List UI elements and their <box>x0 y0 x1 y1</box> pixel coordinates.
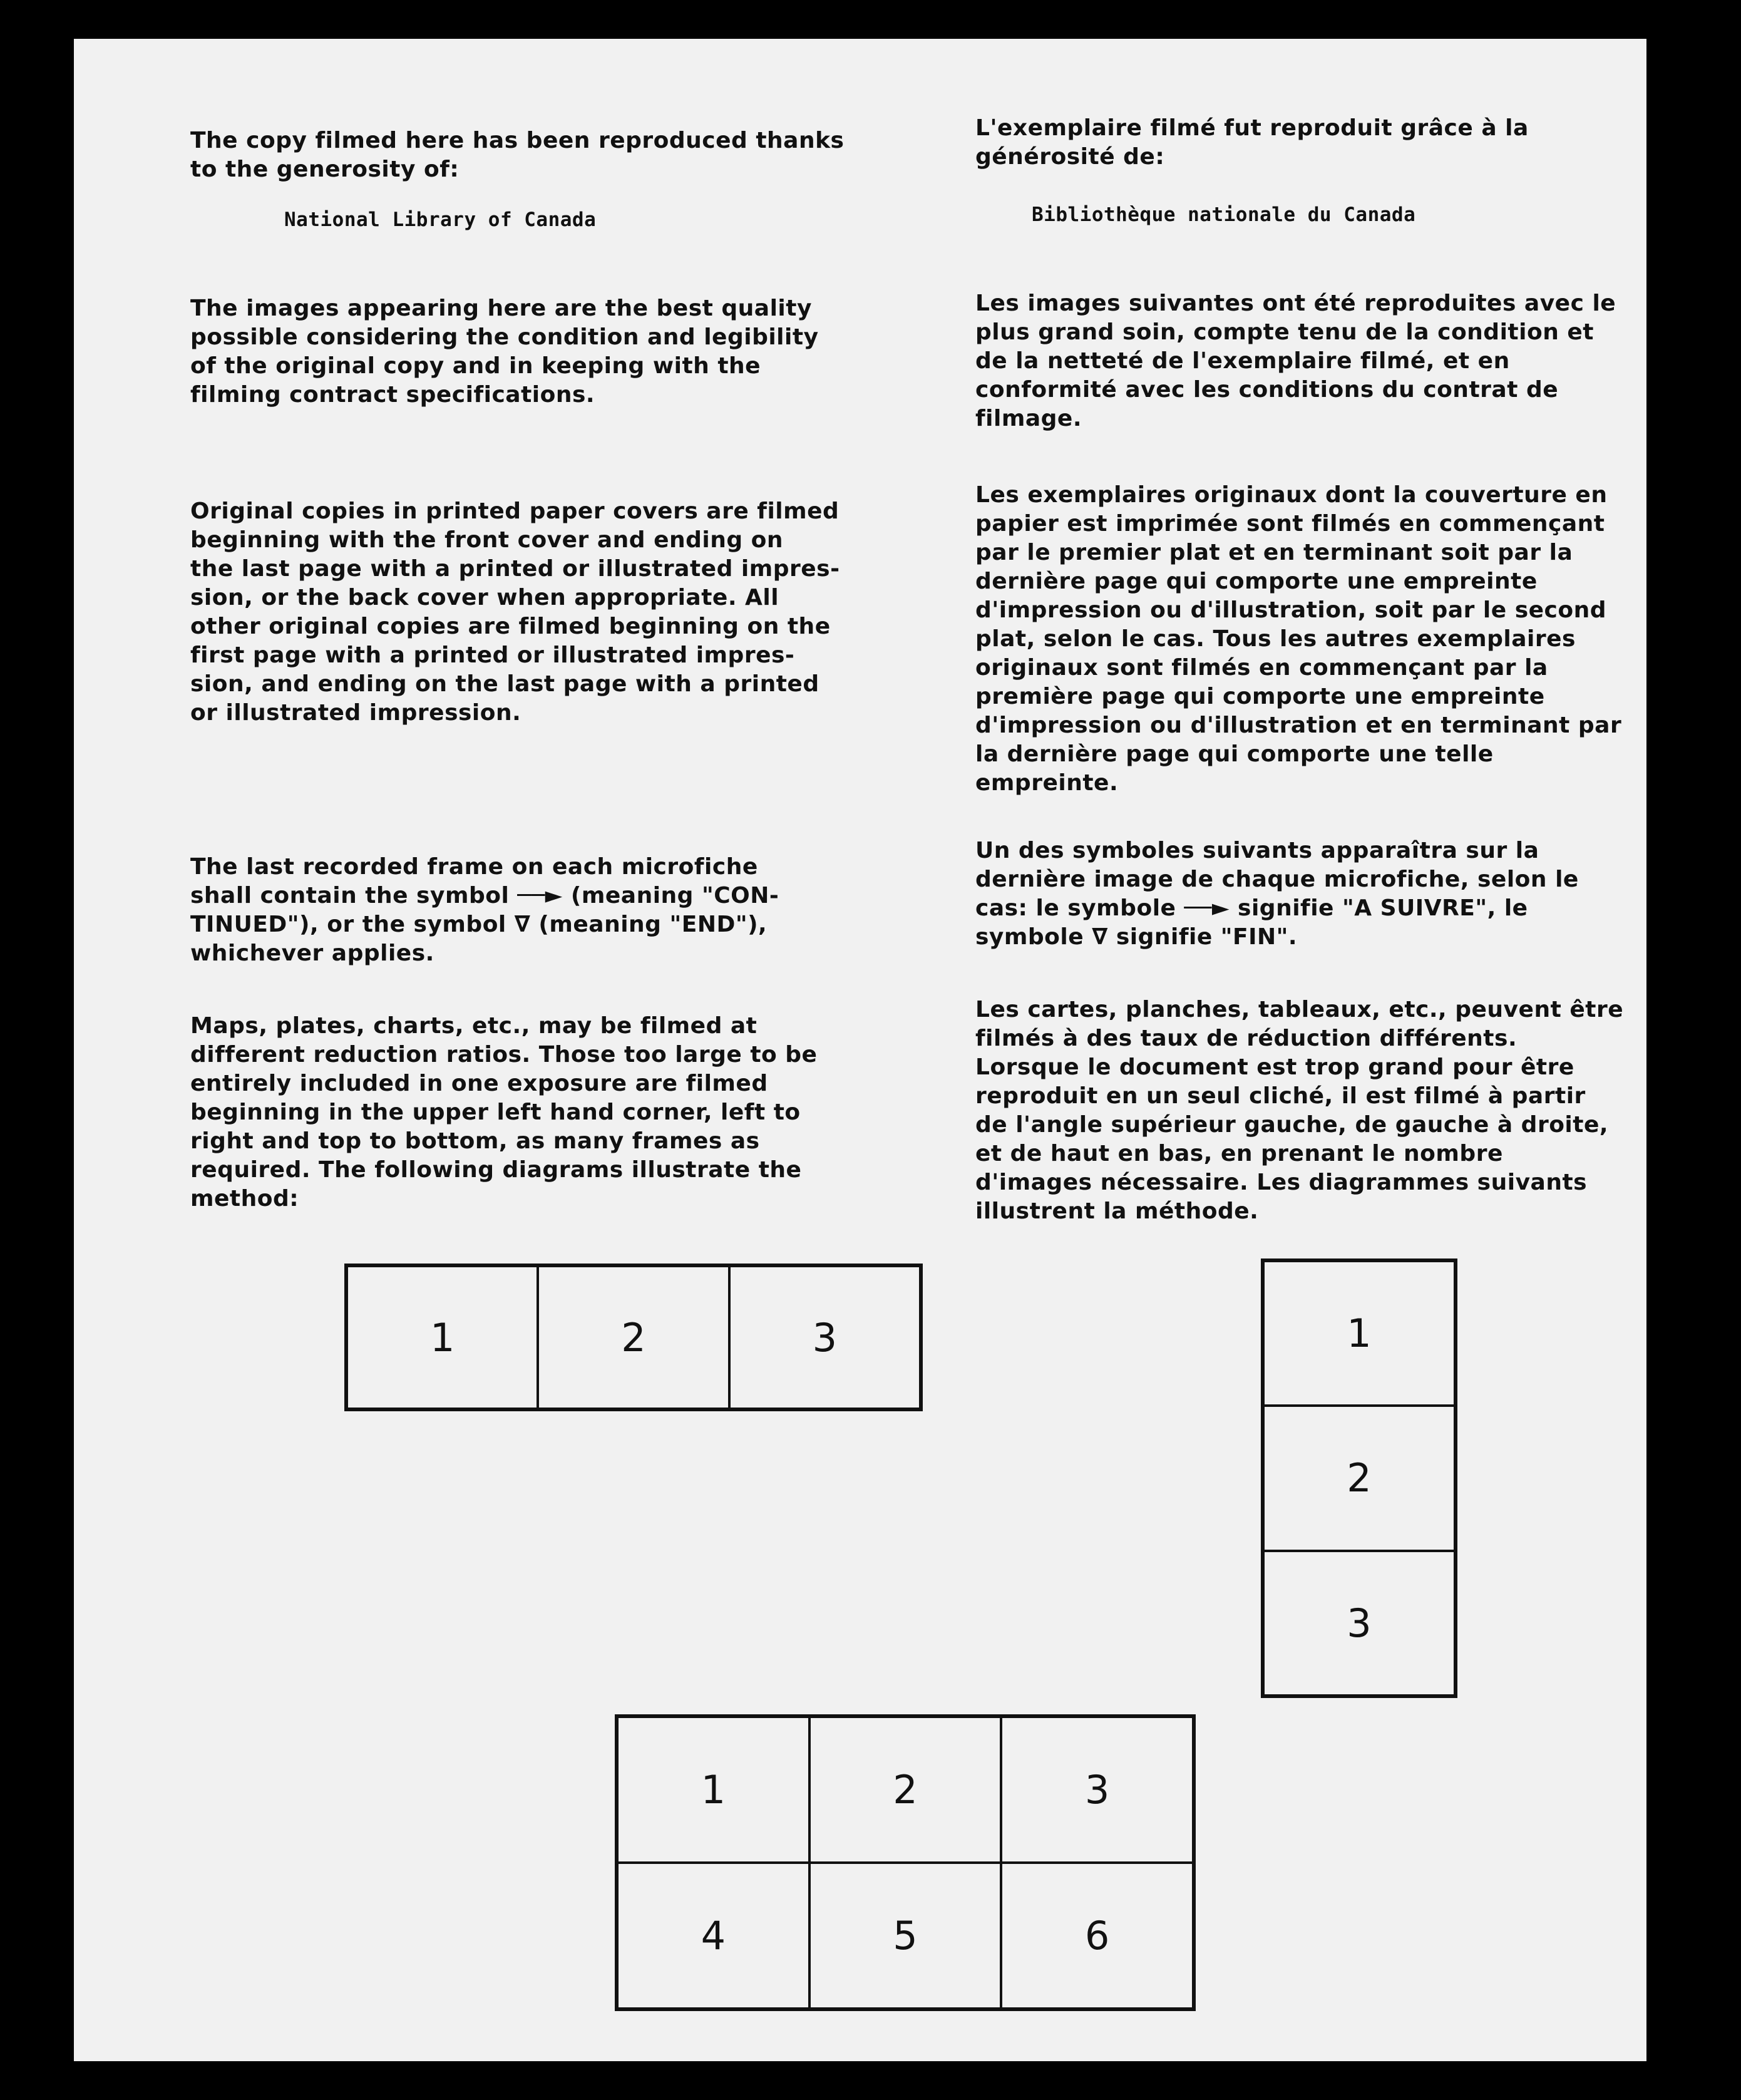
frame-cell: 5 <box>809 1863 1002 2009</box>
fr-quality-paragraph: Les images suivantes ont été reproduites avec le plus grand soin, compte tenu de la condition et de la netteté de l'exemplaire filmé, et en conformité avec les conditions du contrat de filmage. <box>975 291 1616 431</box>
fr-institution: Bibliothèque nationale du Canada <box>1032 203 1416 226</box>
document-page <box>74 39 1646 2061</box>
diagram-horizontal <box>344 1264 923 1411</box>
frame-cell: 3 <box>1263 1551 1455 1696</box>
frame-cell: 3 <box>729 1266 920 1409</box>
frame-cell: 2 <box>1263 1406 1455 1550</box>
fr-maps-paragraph: Les cartes, planches, tableaux, etc., peuvent être filmés à des taux de réduction différents. Lorsque le document est trop grand pour être reproduit en un seul cliché, il est filmé à partir de l'angle supérieur gauche, de gauche à droite, et de haut en bas, en prenant le nombre d'images nécessaire. Les diagrammes suivants illustrent la méthode. <box>975 997 1624 1224</box>
frame-cell: 4 <box>617 1863 809 2009</box>
frame-cell: 2 <box>809 1717 1002 1863</box>
fr-credit-intro: L'exemplaire filmé fut reproduit grâce à la générosité de: <box>975 115 1529 170</box>
frame-cell: 3 <box>1001 1717 1193 1863</box>
fr-symbols-paragraph: Un des symboles suivants apparaîtra sur la dernière image de chaque microfiche, selon le cas: le symbole ──► signifie "A SUIVRE", le symbole ∇ signifie "FIN". <box>975 838 1579 950</box>
frame-cell: 1 <box>617 1717 809 1863</box>
diagram-vertical <box>1261 1258 1457 1698</box>
en-quality-paragraph: The images appearing here are the best quality possible considering the condition and legibility of the original copy and in keeping with the filming contract specifications. <box>190 296 819 408</box>
english-column <box>190 126 923 1213</box>
frame-cell: 1 <box>1263 1261 1455 1406</box>
en-maps-paragraph: Maps, plates, charts, etc., may be filmed at different reduction ratios. Those too large to be entirely included in one exposure are filmed beginning in the upper left hand corner, left to right and top to bottom, as many frames as required. The following diagrams illustrate the method: <box>190 1013 818 1212</box>
en-symbols-paragraph: The last recorded frame on each microfiche shall contain the symbol ──► (meaning "CON- TINUED"), or the symbol ∇ (meaning "END"), whichever applies. <box>190 854 779 966</box>
frame-cell: 1 <box>347 1266 538 1409</box>
en-credit-intro: The copy filmed here has been reproduced thanks to the generosity of: <box>190 128 845 182</box>
en-institution: National Library of Canada <box>284 208 597 231</box>
fr-covers-paragraph: Les exemplaires originaux dont la couverture en papier est imprimée sont filmés en commençant par le premier plat et en terminant soit par la dernière page qui comporte une empreinte d'impression ou d'illustration, soit par le second plat, selon le cas. Tous les autres exemplaires originaux sont filmés en commençant par la première page qui comporte une empreinte d'impression ou d'illustration et en terminant par la dernière page qui comporte une telle empreinte. <box>975 482 1622 796</box>
french-column <box>975 114 1664 1226</box>
frame-cell: 6 <box>1001 1863 1193 2009</box>
diagram-grid <box>615 1714 1196 2011</box>
frame-cell: 2 <box>538 1266 729 1409</box>
en-covers-paragraph: Original copies in printed paper covers are filmed beginning with the front cover and ending on the last page with a printed or illustrated impres- sion, or the back cover when appropriate. All other original copies are filmed beginning on the first page with a printed or illustrated impres- sion, and ending on the last page with a printed or illustrated impression. <box>190 498 840 726</box>
